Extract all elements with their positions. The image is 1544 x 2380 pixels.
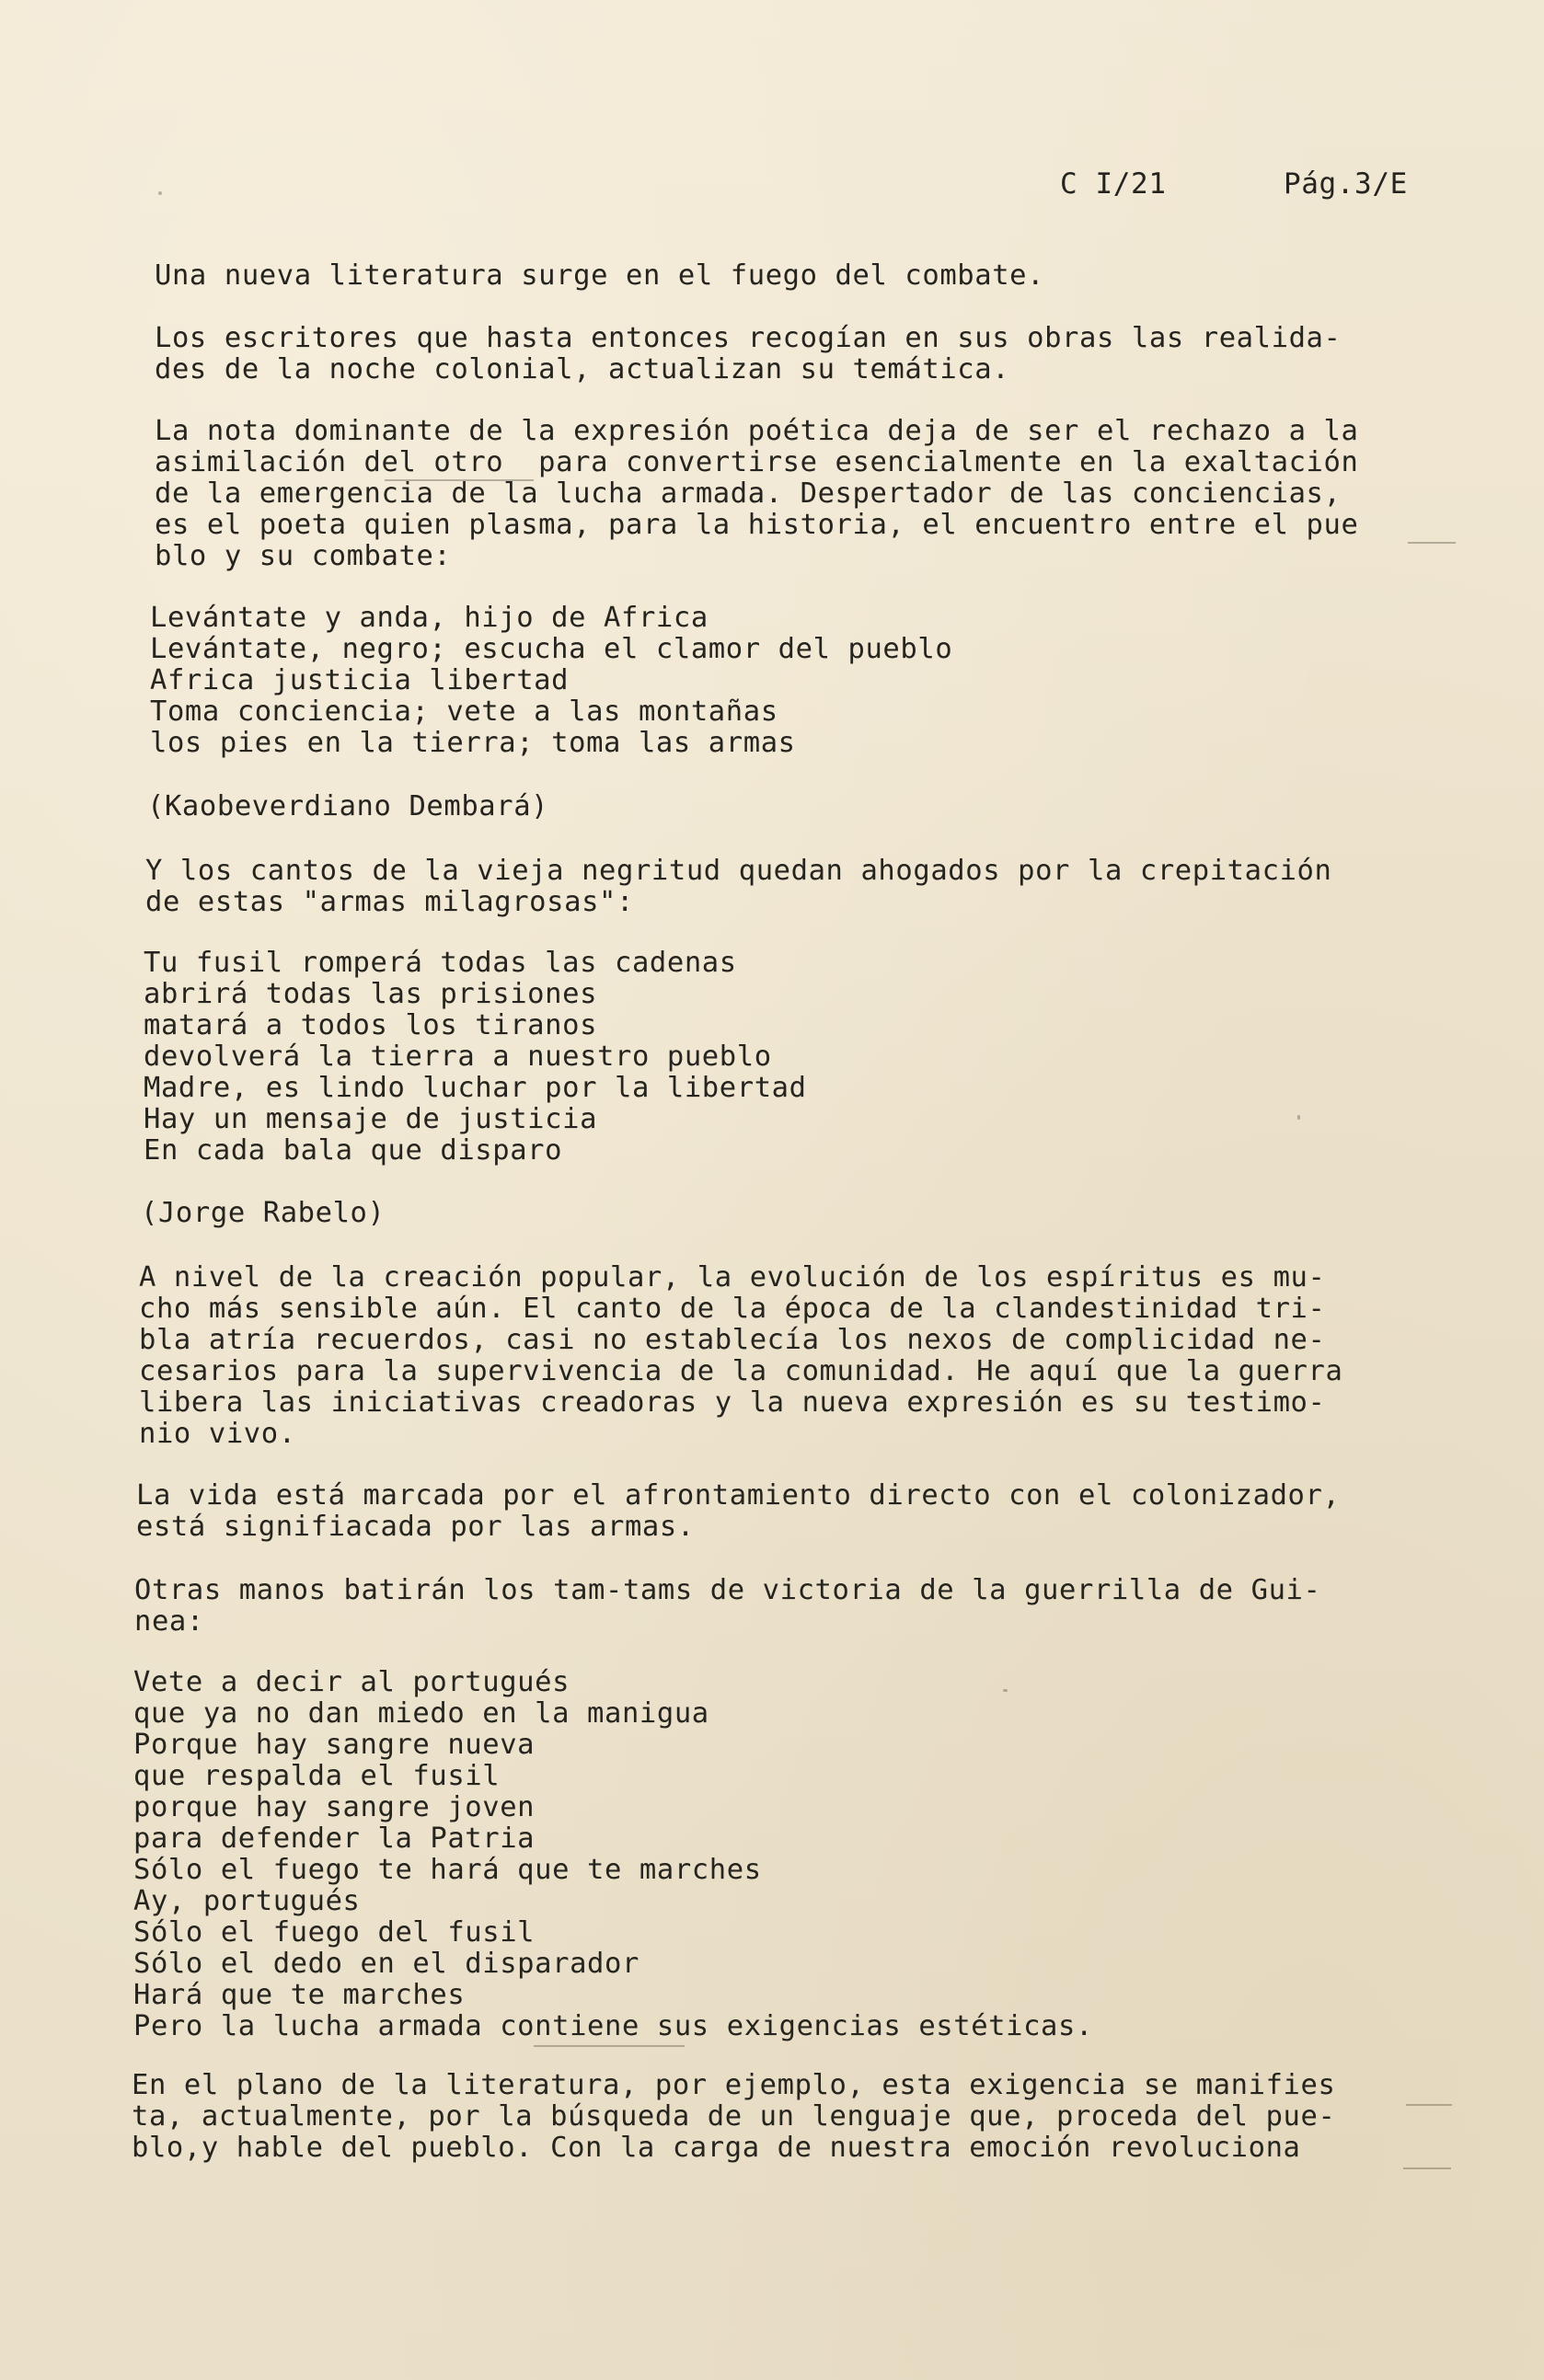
- text-line: A nivel de la creación popular, la evolución de los espíritus es mu-: [139, 1261, 1326, 1293]
- paper-speck: [1003, 1689, 1008, 1692]
- text-line: Levántate, negro; escucha el clamor del pueblo: [150, 633, 953, 665]
- paragraph: [139, 1262, 1342, 1450]
- text-line: Pero la lucha armada contiene sus exigencias estéticas.: [133, 2010, 1093, 2042]
- paper-speck: [158, 191, 162, 195]
- poem-verse: [144, 948, 807, 1167]
- text-line: ta, actualmente, por la búsqueda de un lenguaje que, proceda del pue-: [132, 2100, 1336, 2133]
- poem-attribution: [141, 1198, 385, 1229]
- text-line: es el poeta quien plasma, para la historia, el encuentro entre el pue: [155, 509, 1359, 541]
- text-line: que respalda el fusil: [133, 1760, 501, 1792]
- paragraph: [155, 323, 1341, 385]
- paragraph: [132, 2070, 1335, 2164]
- text-line: La vida está marcada por el afrontamiento directo con el colonizador,: [136, 1479, 1341, 1512]
- poem-verse: [150, 603, 952, 759]
- text-line: asimilación del otro para convertirse esencialmente en la exaltación: [155, 446, 1359, 478]
- text-line: Otras manos batirán los tam-tams de victoria de la guerrilla de Gui-: [134, 1574, 1321, 1606]
- text-line: En el plano de la literatura, por ejemplo, esta exigencia se manifies: [132, 2069, 1336, 2101]
- text-line: de la emergencia de la lucha armada. Despertador de las conciencias,: [155, 477, 1342, 510]
- text-line: Africa justicia libertad: [150, 664, 570, 696]
- text-line: nea:: [134, 1605, 204, 1638]
- text-line: Porque hay sangre nueva: [133, 1729, 536, 1761]
- text-line: libera las iniciativas creadoras y la nueva expresión es su testimo-: [139, 1386, 1326, 1419]
- text-line: Una nueva literatura surge en el fuego del combate.: [155, 259, 1045, 292]
- text-line: cho más sensible aún. El canto de la época de la clandestinidad tri-: [139, 1293, 1326, 1325]
- text-line: Madre, es lindo luchar por la libertad: [144, 1072, 807, 1104]
- text-line: blo,y hable del pueblo. Con la carga de nuestra emoción revoluciona: [132, 2132, 1301, 2164]
- underline-revoluciona: [1403, 2167, 1451, 2169]
- page-header-ref: C I/21: [1060, 167, 1167, 201]
- text-line: los pies en la tierra; toma las armas: [150, 727, 796, 759]
- text-line: (Kaobeverdiano Dembará): [147, 790, 549, 822]
- text-line: des de la noche colonial, actualizan su temática.: [155, 353, 1010, 385]
- poem-verse: [133, 1667, 1093, 2042]
- underline-manifies: [1406, 2104, 1452, 2106]
- text-line: de estas "armas milagrosas":: [145, 886, 634, 918]
- text-line: Hay un mensaje de justicia: [144, 1103, 598, 1135]
- text-line: Toma conciencia; vete a las montañas: [150, 696, 778, 728]
- text-line: porque hay sangre joven: [133, 1791, 536, 1823]
- text-line: La nota dominante de la expresión poética deja de ser el rechazo a la: [155, 415, 1359, 447]
- paragraph: [145, 856, 1331, 918]
- text-line: Vete a decir al portugués: [133, 1666, 570, 1698]
- text-line: para defender la Patria: [133, 1822, 536, 1855]
- text-line: bla atría recuerdos, casi no establecía los nexos de complicidad ne-: [139, 1324, 1326, 1356]
- text-line: Sólo el fuego del fusil: [133, 1916, 536, 1949]
- text-line: Levántate y anda, hijo de Africa: [150, 602, 709, 634]
- paper-speck: [1297, 1115, 1300, 1120]
- text-line: Ay, portugués: [133, 1885, 361, 1917]
- underline-del-otro: [385, 479, 534, 481]
- text-line: que ya no dan miedo en la manigua: [133, 1697, 709, 1730]
- text-line: abrirá todas las prisiones: [144, 978, 598, 1010]
- text-line: Sólo el fuego te hará que te marches: [133, 1854, 762, 1886]
- text-line: devolverá la tierra a nuestro pueblo: [144, 1041, 772, 1073]
- paragraph: [155, 416, 1358, 572]
- underline-pue: [1408, 542, 1456, 544]
- text-line: (Jorge Rabelo): [141, 1197, 386, 1229]
- text-line: Los escritores que hasta entonces recogían en sus obras las realida-: [155, 322, 1342, 354]
- underline-contiene: [534, 2045, 685, 2047]
- text-line: está signifiacada por las armas.: [136, 1511, 695, 1543]
- text-line: blo y su combate:: [155, 540, 452, 572]
- paragraph: [136, 1480, 1340, 1543]
- text-line: nio vivo.: [139, 1418, 296, 1450]
- text-line: matará a todos los tiranos: [144, 1009, 598, 1041]
- text-line: cesarios para la supervivencia de la comunidad. He aquí que la guerra: [139, 1355, 1343, 1387]
- text-line: Hará que te marches: [133, 1979, 466, 2011]
- paragraph: [155, 260, 1044, 292]
- text-line: Y los cantos de la vieja negritud quedan ahogados por la crepitación: [145, 855, 1332, 887]
- page-number: Pág.3/E: [1284, 167, 1408, 201]
- poem-attribution: [147, 791, 548, 822]
- text-line: Tu fusil romperá todas las cadenas: [144, 947, 737, 979]
- text-line: Sólo el dedo en el disparador: [133, 1948, 639, 1980]
- paragraph: [134, 1575, 1320, 1638]
- text-line: En cada bala que disparo: [144, 1134, 563, 1167]
